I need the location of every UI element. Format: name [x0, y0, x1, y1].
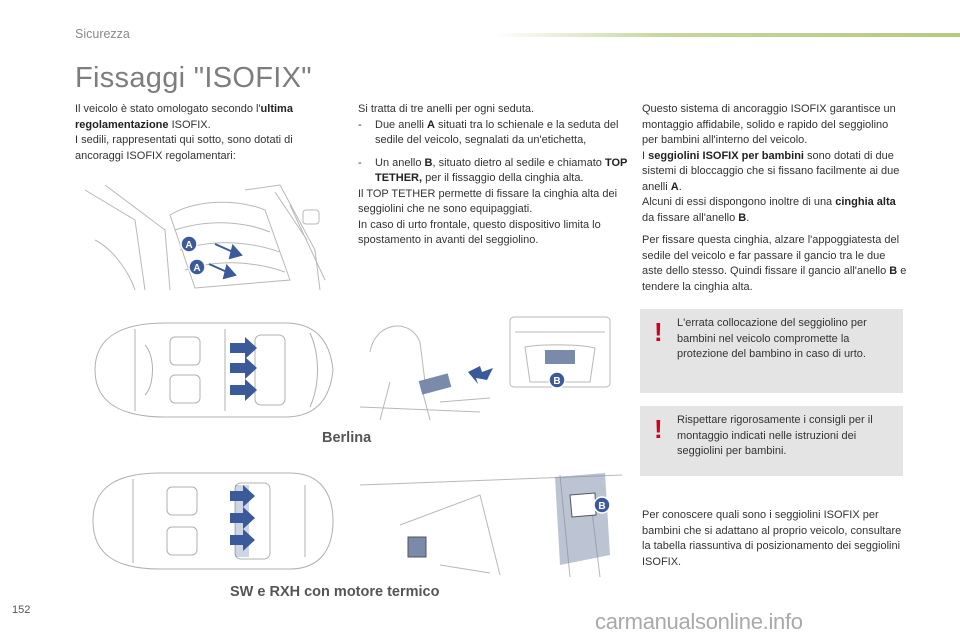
watermark: carmanualsonline.info — [595, 609, 803, 634]
list-item-anchor-a: - Due anelli A situati tra lo schienale e la seduta del sedile del veicolo, segnalati da un'etichetta, — [358, 118, 619, 146]
anchor-intro: Si tratta di tre anelli per ogni seduta. — [358, 103, 535, 115]
page-number: 152 — [12, 604, 31, 616]
warning-text: L'errata collocazione del seggiolino per bambini nel veicolo compromette la protezione del bambino in caso di urto. — [677, 317, 867, 360]
boot-anchor-figure — [360, 465, 622, 577]
top-tether-paragraph: Il TOP TETHER permette di fissare la cinghia alta dei seggiolini che ne sono equipaggiati. — [358, 187, 618, 215]
berlina-car-figure — [75, 315, 337, 425]
frontal-impact-paragraph: In caso di urto frontale, questo dispositivo limita lo spostamento in avanti del seggiolino. — [358, 218, 601, 246]
section-label: Sicurezza — [75, 27, 130, 41]
anchor-description-column — [358, 102, 628, 249]
warning-icon: ! — [654, 317, 663, 347]
system-paragraph: Questo sistema di ancoraggio ISOFIX garantisce un montaggio affidabile, solido e rapido del seggiolino per bambini all'interno del veicolo. — [642, 103, 896, 146]
intro-paragraph: Il veicolo è stato omologato secondo l'ultima regolamentazione ISOFIX. — [75, 103, 293, 131]
sw-car-figure — [75, 465, 337, 577]
compatibility-paragraph: Per conoscere quali sono i seggiolini ISOFIX per bambini che si adattano al proprio veicolo, consultare la tabella riassuntiva di posizionamento dei seggiolini ISOFIX. — [642, 509, 902, 568]
anchor-a-label: A — [185, 240, 193, 251]
anchor-b-label: B — [598, 501, 606, 512]
headrest-top-tether-figure — [360, 312, 622, 422]
berlina-caption: Berlina — [322, 430, 372, 446]
warning-icon: ! — [654, 414, 663, 444]
header-accent-bar — [495, 33, 960, 37]
page-title: Fissaggi "ISOFIX" — [75, 62, 312, 94]
system-description-column — [642, 102, 907, 295]
strap-instructions-paragraph: Per fissare questa cinghia, alzare l'appoggiatesta del sedile del veicolo e far passare il gancio tra le due aste dello stesso. Quindi fissare il gancio all'anello B e tendere la cinghia alta. — [642, 234, 907, 293]
anchor-b-label: B — [553, 376, 561, 387]
anchor-a-label: A — [193, 263, 201, 274]
strap-paragraph: Alcuni di essi dispongono inoltre di una cinghia alta da fissare all'anello B. — [642, 196, 896, 224]
sw-rxh-caption: SW e RXH con motore termico — [230, 584, 440, 600]
warning-text: Rispettare rigorosamente i consigli per il montaggio indicati nelle istruzioni dei seggiolini per bambini. — [677, 414, 873, 457]
warning-box-placement — [640, 309, 903, 393]
warning-box-instructions — [640, 406, 903, 476]
intro-column — [75, 102, 340, 164]
seats-paragraph: I seggiolini ISOFIX per bambini sono dotati di due sistemi di bloccaggio che si fissano facilmente ai due anelli A. — [642, 149, 900, 193]
seat-isofix-figure — [75, 180, 337, 292]
intro-paragraph-2: I sedili, rappresentati qui sotto, sono dotati di ancoraggi ISOFIX regolamentari: — [75, 134, 293, 162]
list-item-anchor-b: - Un anello B, situato dietro al sedile e chiamato TOP TETHER, per il fissaggio della cinghia alta. — [358, 156, 628, 184]
